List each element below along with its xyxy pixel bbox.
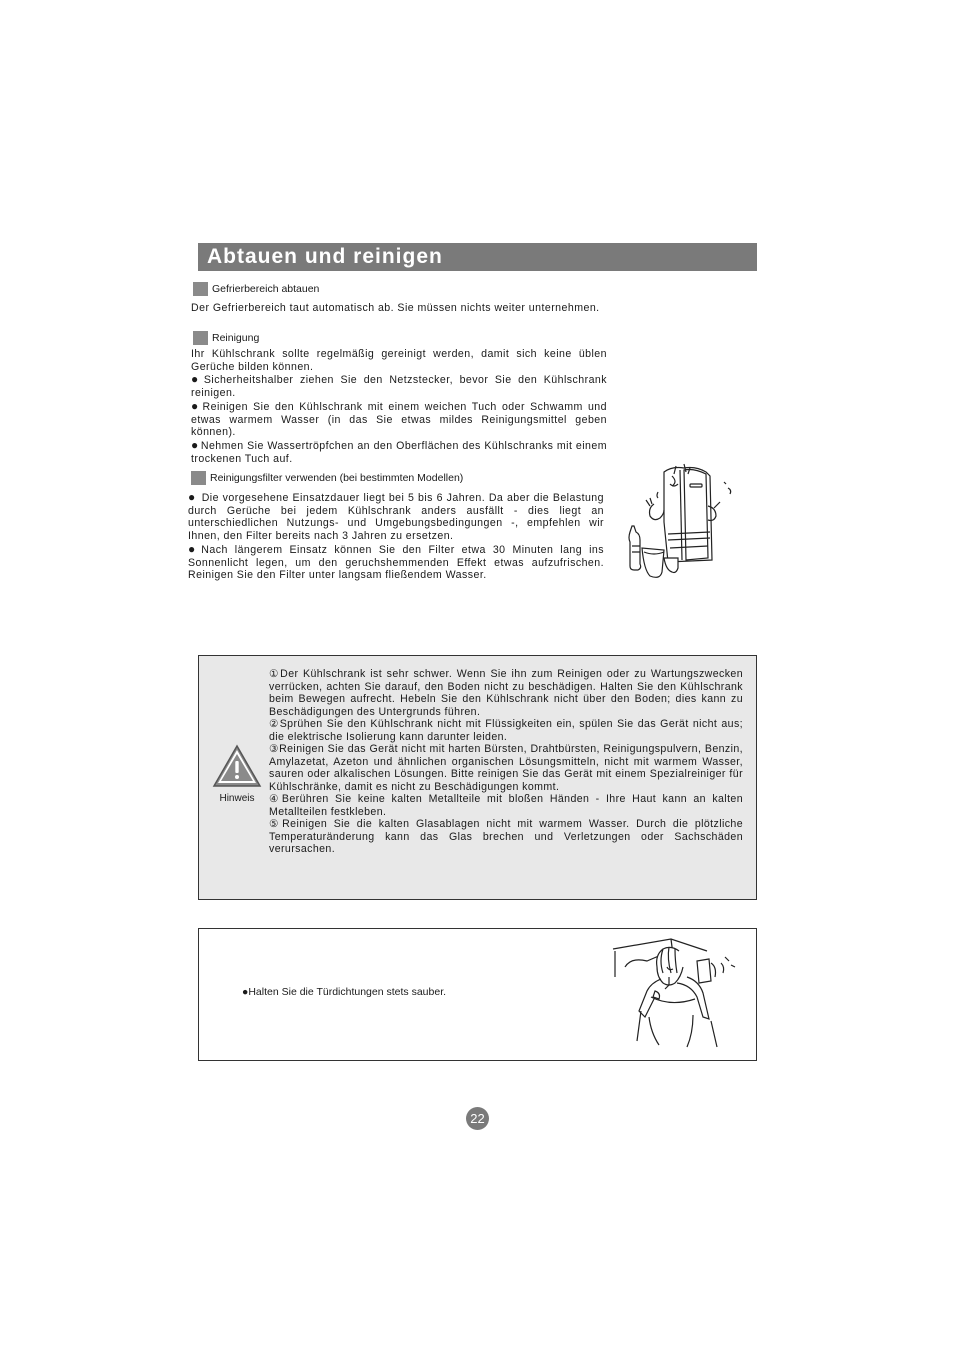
door-seal-cleaning-illustration — [611, 937, 751, 1053]
section-heading-label: Gefrierbereich abtauen — [212, 283, 320, 295]
bullet-icon: ● — [188, 541, 200, 556]
section-marker-icon — [193, 282, 208, 296]
cleaning-bullet: ● Reinigen Sie den Kühlschrank mit einem weichen Tuch oder Schwamm und etwas warmem Wasser (in das Sie etwas mildes Reinigungsmittel geben können). — [191, 398, 607, 439]
door-seal-box — [198, 928, 757, 1061]
cleaning-intro: Ihr Kühlschrank sollte regelmäßig gereinigt werden, damit sich keine üblen Gerüche bilden können. — [191, 348, 607, 373]
filter-paragraph — [188, 491, 604, 582]
section-heading-filter — [191, 471, 463, 485]
warning-item: ④Berühren Sie keine kalten Metallteile mit bloßen Händen - Ihre Haut kann an kalten Metallteilen festkleben. — [269, 793, 743, 818]
warning-item: ③Reinigen Sie das Gerät nicht mit harten Bürsten, Drahtbürsten, Reinigungspulvern, Benzin, Amylazetat, Azeton und ähnlichen organischen Lösungsmitteln, nicht mit warmem Wasser, sauren oder alkalischen Lösungen. Bitte reinigen Sie das Gerät mit einem Spezialreiniger für Kühlschränke, damit es nicht zu Beschädigungen kommt. — [269, 743, 743, 793]
warning-note-box — [198, 655, 757, 900]
door-seal-label: Halten Sie die Türdichtungen stets sauber. — [248, 986, 447, 998]
fridge-cleaning-illustration — [620, 462, 745, 588]
door-seal-text — [242, 986, 446, 998]
warning-item: ⑤Reinigen Sie die kalten Glasablagen nicht mit warmem Wasser. Durch die plötzliche Temperaturänderung kann das Glas brechen und Verletzungen oder Sachschäden verursachen. — [269, 818, 743, 855]
defrost-text: Der Gefrierbereich taut automatisch ab. Sie müssen nichts weiter unternehmen. — [191, 302, 600, 314]
warning-item: ②Sprühen Sie den Kühlschrank nicht mit Flüssigkeiten ein, spülen Sie das Gerät nicht aus; die elektrische Isolierung kann darunter leiden. — [269, 718, 743, 743]
bullet-icon: ● — [191, 398, 201, 413]
warning-indicator — [212, 744, 262, 804]
filter-bullet: ● Nach längerem Einsatz können Sie den Filter etwa 30 Minuten lang ins Sonnenlicht legen, um den geruchshemmenden Effekt etwas aufzufrischen. Reinigen Sie den Filter unter langsam fließendem Wasser. — [188, 541, 604, 582]
bullet-icon: ● — [191, 437, 199, 452]
title-bar — [198, 243, 757, 271]
section-heading-defrost — [193, 282, 319, 296]
section-heading-label: Reinigung — [212, 332, 260, 344]
cleaning-paragraph — [191, 348, 607, 465]
warning-triangle-icon — [212, 744, 262, 788]
page-title: Abtauen und reinigen — [207, 245, 443, 268]
bullet-icon: ● — [242, 986, 249, 998]
cleaning-bullet: ● Nehmen Sie Wassertröpfchen an den Oberflächen des Kühlschranks mit einem trockenen Tuch auf. — [191, 437, 607, 465]
warning-item: ①Der Kühlschrank ist sehr schwer. Wenn Sie ihn zum Reinigen oder zu Wartungszwecken verrücken, achten Sie darauf, den Boden nicht zu beschädigen. Halten Sie den Kühlschrank beim Bewegen aufrecht. Hebeln Sie den Kühlschrank nicht über den Boden; dies kann zu Beschädigungen des Untergrunds führen. — [269, 668, 743, 718]
defrost-paragraph — [191, 302, 607, 315]
page-number: 22 — [466, 1107, 489, 1130]
warning-label: Hinweis — [219, 793, 255, 804]
bullet-icon: ● — [191, 372, 202, 387]
filter-bullet: ● Die vorgesehene Einsatzdauer liegt bei 5 bis 6 Jahren. Da aber die Belastung durch Gerüche bei jedem Kühlschrank anders ausfällt - dies liegt an unterschiedlichen Nutzungs- und Umgebungsbedingungen -, empfehlen wir Ihnen, den Filter bereits nach 3 Jahren zu ersetzen. — [188, 490, 604, 543]
bullet-icon: ● — [188, 490, 196, 504]
warning-text — [269, 668, 743, 856]
section-heading-label: Reinigungsfilter verwenden (bei bestimmten Modellen) — [210, 472, 464, 484]
section-marker-icon — [191, 471, 206, 485]
section-heading-cleaning — [193, 331, 259, 345]
section-marker-icon — [193, 331, 208, 345]
cleaning-bullet: ● Sicherheitshalber ziehen Sie den Netzstecker, bevor Sie den Kühlschrank reinigen. — [191, 372, 607, 400]
